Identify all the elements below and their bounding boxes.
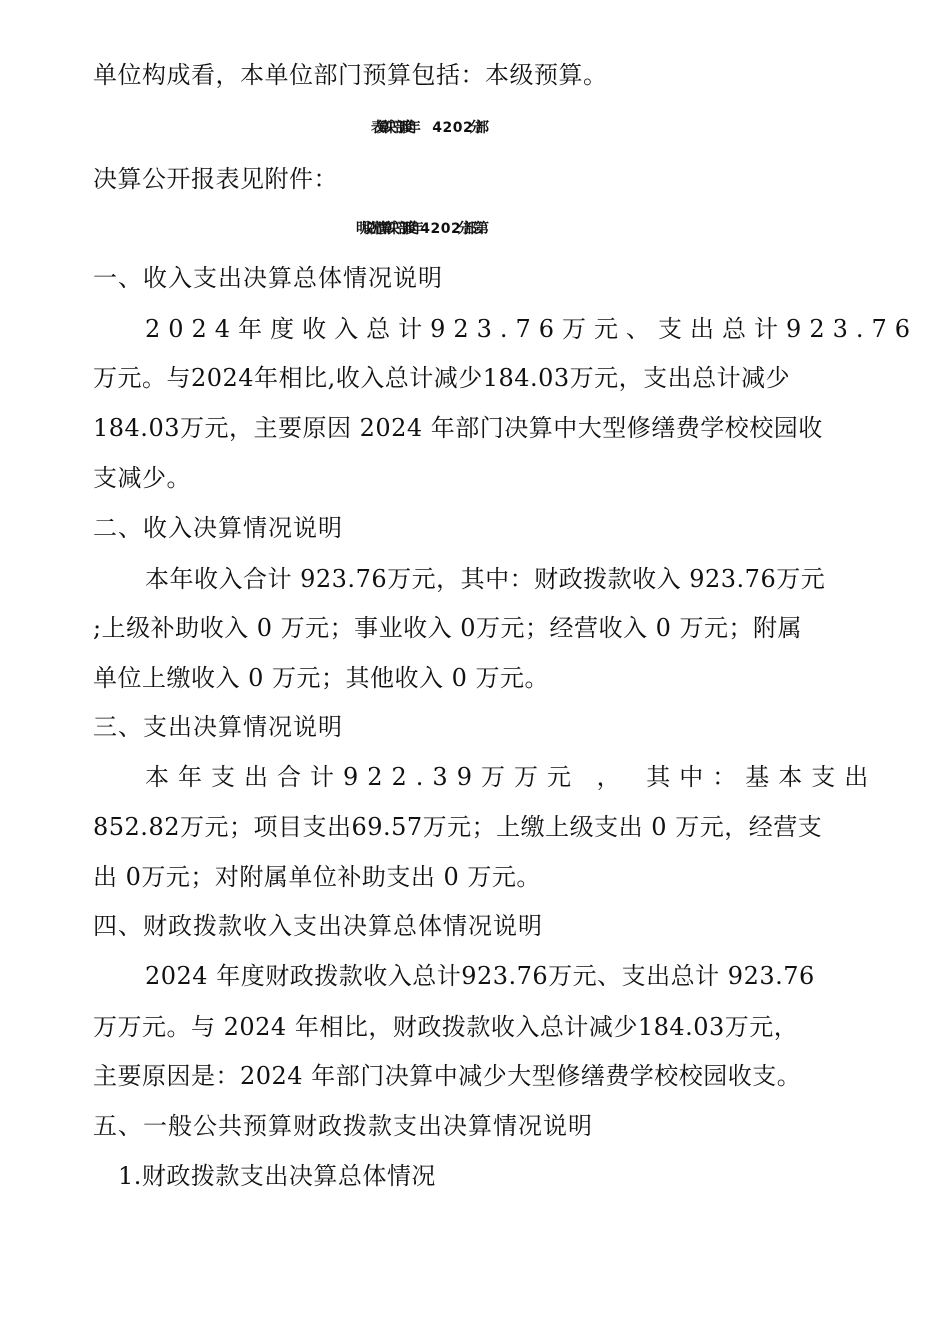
paragraph-line: 主要原因是：2024 年部门决算中减少大型修缮费学校校园收支。 <box>93 1062 802 1090</box>
section-heading: 二、收入决算情况说明 <box>93 514 343 542</box>
paragraph-line: 单位上缴收入 0 万元；其他收入 0 万元。 <box>93 664 550 692</box>
subsection-heading: 1.财政拨款支出决算总体情况 <box>118 1162 436 1190</box>
paragraph-line: 单位构成看，本单位部门预算包括：本级预算。 <box>93 61 608 89</box>
paragraph-line: 2024年度收入总计923.76万元、支出总计923.76 <box>145 315 919 343</box>
paragraph-line: 决算公开报表见附件： <box>93 165 338 193</box>
paragraph-line: 万元。与2024年相比,收入总计减少184.03万元，支出总计减少 <box>93 364 791 392</box>
paragraph-line: 出 0万元；对附属单位补助支出 0 万元。 <box>93 863 541 891</box>
section-heading: 五、一般公共预算财政拨款支出决算情况说明 <box>93 1112 593 1140</box>
paragraph-line: 本年支出合计922.39万万元 ， 其中：基本支出 <box>145 763 878 791</box>
section-heading: 四、财政拨款收入支出决算总体情况说明 <box>93 912 543 940</box>
part-title <box>0 213 950 245</box>
paragraph-line: 本年收入合计 923.76万元，其中：财政拨款收入 923.76万元 <box>145 565 826 593</box>
paragraph-line: 支减少。 <box>93 464 191 492</box>
section-heading: 一、收入支出决算总体情况说明 <box>93 264 443 292</box>
paragraph-line: 万万元。与 2024 年相比，财政拨款收入总计减少184.03万元， <box>93 1013 799 1041</box>
section-heading: 三、支出决算情况说明 <box>93 713 343 741</box>
paragraph-line: 2024 年度财政拨款收入总计923.76万元、支出总计 923.76 <box>145 962 815 990</box>
section-title <box>0 112 950 144</box>
paragraph-line: 852.82万元；项目支出69.57万元；上缴上级支出 0 万元，经营支 <box>93 813 823 841</box>
paragraph-line: 184.03万元，主要原因 2024 年部门决算中大型修缮费学校校园收 <box>93 414 823 442</box>
paragraph-line: ;上级补助收入 0 万元；事业收入 0万元；经营收入 0 万元；附属 <box>93 614 803 642</box>
